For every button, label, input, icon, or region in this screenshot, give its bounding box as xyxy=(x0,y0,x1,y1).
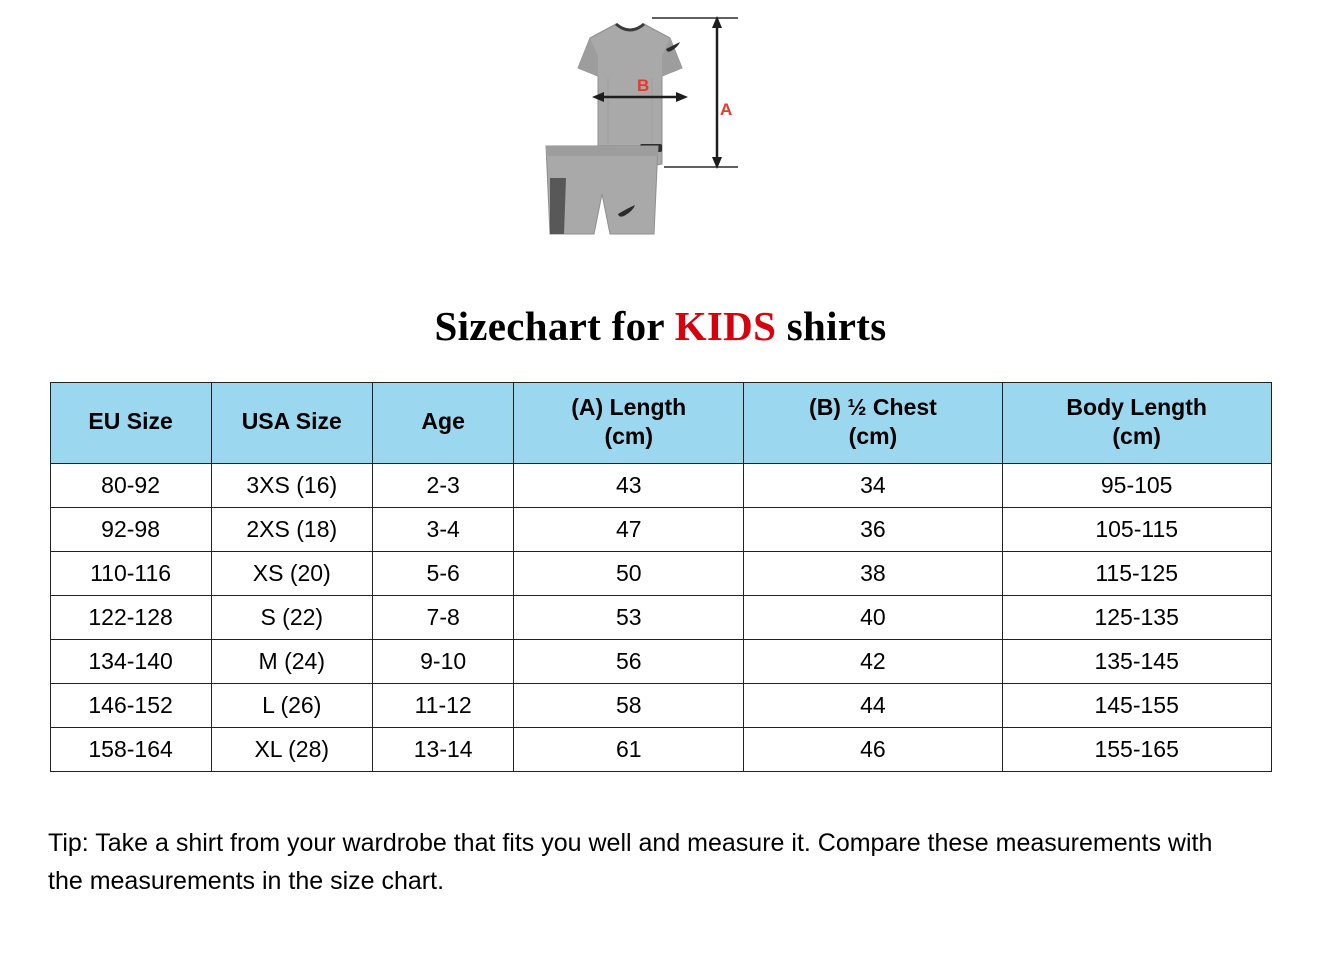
cell-age: 9-10 xyxy=(372,639,514,683)
cell-a-length: 56 xyxy=(514,639,744,683)
cell-eu-size: 80-92 xyxy=(50,463,211,507)
cell-eu-size: 122-128 xyxy=(50,595,211,639)
measurement-label-b: B xyxy=(637,76,650,95)
garment-wrap xyxy=(520,8,780,268)
cell-body-length: 115-125 xyxy=(1002,551,1271,595)
cell-usa-size: XL (28) xyxy=(211,727,372,771)
column-header-age-line1: Age xyxy=(421,408,465,435)
column-header-eu-size-line1: EU Size xyxy=(88,408,173,435)
cell-eu-size: 92-98 xyxy=(50,507,211,551)
measurement-arrows xyxy=(520,8,780,208)
column-header-body-length xyxy=(1002,383,1271,464)
cell-usa-size: M (24) xyxy=(211,639,372,683)
measurement-label-a: A xyxy=(720,100,733,119)
column-header-body-length-line1: Body Length xyxy=(1066,394,1207,420)
cell-body-length: 135-145 xyxy=(1002,639,1271,683)
cell-b-half-chest: 46 xyxy=(744,727,1003,771)
cell-a-length: 50 xyxy=(514,551,744,595)
column-header-eu-size xyxy=(50,383,211,464)
table-row xyxy=(50,551,1271,595)
cell-b-half-chest: 40 xyxy=(744,595,1003,639)
table-row xyxy=(50,595,1271,639)
cell-usa-size: 2XS (18) xyxy=(211,507,372,551)
cell-eu-size: 134-140 xyxy=(50,639,211,683)
column-header-b-half-chest-line2: (cm) xyxy=(848,422,898,449)
sizechart-table xyxy=(50,382,1272,772)
column-header-a-length-line1: (A) Length xyxy=(571,394,687,420)
cell-age: 11-12 xyxy=(372,683,514,727)
table-header-row xyxy=(50,383,1271,464)
column-header-a-length xyxy=(514,383,744,464)
column-header-body-length-line2: (cm) xyxy=(1112,422,1161,449)
tip-text: Tip: Take a shirt from your wardrobe that fits you well and measure it. Compare these measurements with the measurements in the size chart. xyxy=(48,828,1213,896)
cell-eu-size: 110-116 xyxy=(50,551,211,595)
table-row xyxy=(50,727,1271,771)
column-header-usa-size-line1: USA Size xyxy=(241,408,342,435)
title-before: Sizechart for xyxy=(434,303,675,349)
cell-b-half-chest: 42 xyxy=(744,639,1003,683)
title-after: shirts xyxy=(776,303,887,349)
table-row xyxy=(50,639,1271,683)
table-row xyxy=(50,463,1271,507)
cell-b-half-chest: 34 xyxy=(744,463,1003,507)
cell-a-length: 61 xyxy=(514,727,744,771)
garment-illustration xyxy=(0,0,1321,282)
page-title xyxy=(0,302,1321,350)
column-header-usa-size xyxy=(211,383,372,464)
cell-age: 7-8 xyxy=(372,595,514,639)
cell-eu-size: 146-152 xyxy=(50,683,211,727)
cell-usa-size: 3XS (16) xyxy=(211,463,372,507)
cell-usa-size: L (26) xyxy=(211,683,372,727)
cell-usa-size: S (22) xyxy=(211,595,372,639)
cell-b-half-chest: 38 xyxy=(744,551,1003,595)
cell-age: 13-14 xyxy=(372,727,514,771)
column-header-b-half-chest xyxy=(744,383,1003,464)
column-header-b-half-chest-line1: (B) ½ Chest xyxy=(809,394,937,420)
cell-a-length: 47 xyxy=(514,507,744,551)
cell-a-length: 43 xyxy=(514,463,744,507)
cell-body-length: 155-165 xyxy=(1002,727,1271,771)
cell-b-half-chest: 44 xyxy=(744,683,1003,727)
cell-age: 5-6 xyxy=(372,551,514,595)
cell-body-length: 125-135 xyxy=(1002,595,1271,639)
table-header xyxy=(50,383,1271,464)
title-highlight: KIDS xyxy=(674,303,777,349)
table-row xyxy=(50,507,1271,551)
cell-age: 3-4 xyxy=(372,507,514,551)
cell-body-length: 145-155 xyxy=(1002,683,1271,727)
cell-a-length: 58 xyxy=(514,683,744,727)
sizechart-table-wrap xyxy=(50,382,1272,772)
cell-body-length: 95-105 xyxy=(1002,463,1271,507)
cell-body-length: 105-115 xyxy=(1002,507,1271,551)
cell-usa-size: XS (20) xyxy=(211,551,372,595)
cell-a-length: 53 xyxy=(514,595,744,639)
cell-eu-size: 158-164 xyxy=(50,727,211,771)
column-header-a-length-line2: (cm) xyxy=(604,422,654,449)
cell-age: 2-3 xyxy=(372,463,514,507)
table-body xyxy=(50,463,1271,771)
cell-b-half-chest: 36 xyxy=(744,507,1003,551)
table-row xyxy=(50,683,1271,727)
column-header-age xyxy=(372,383,514,464)
